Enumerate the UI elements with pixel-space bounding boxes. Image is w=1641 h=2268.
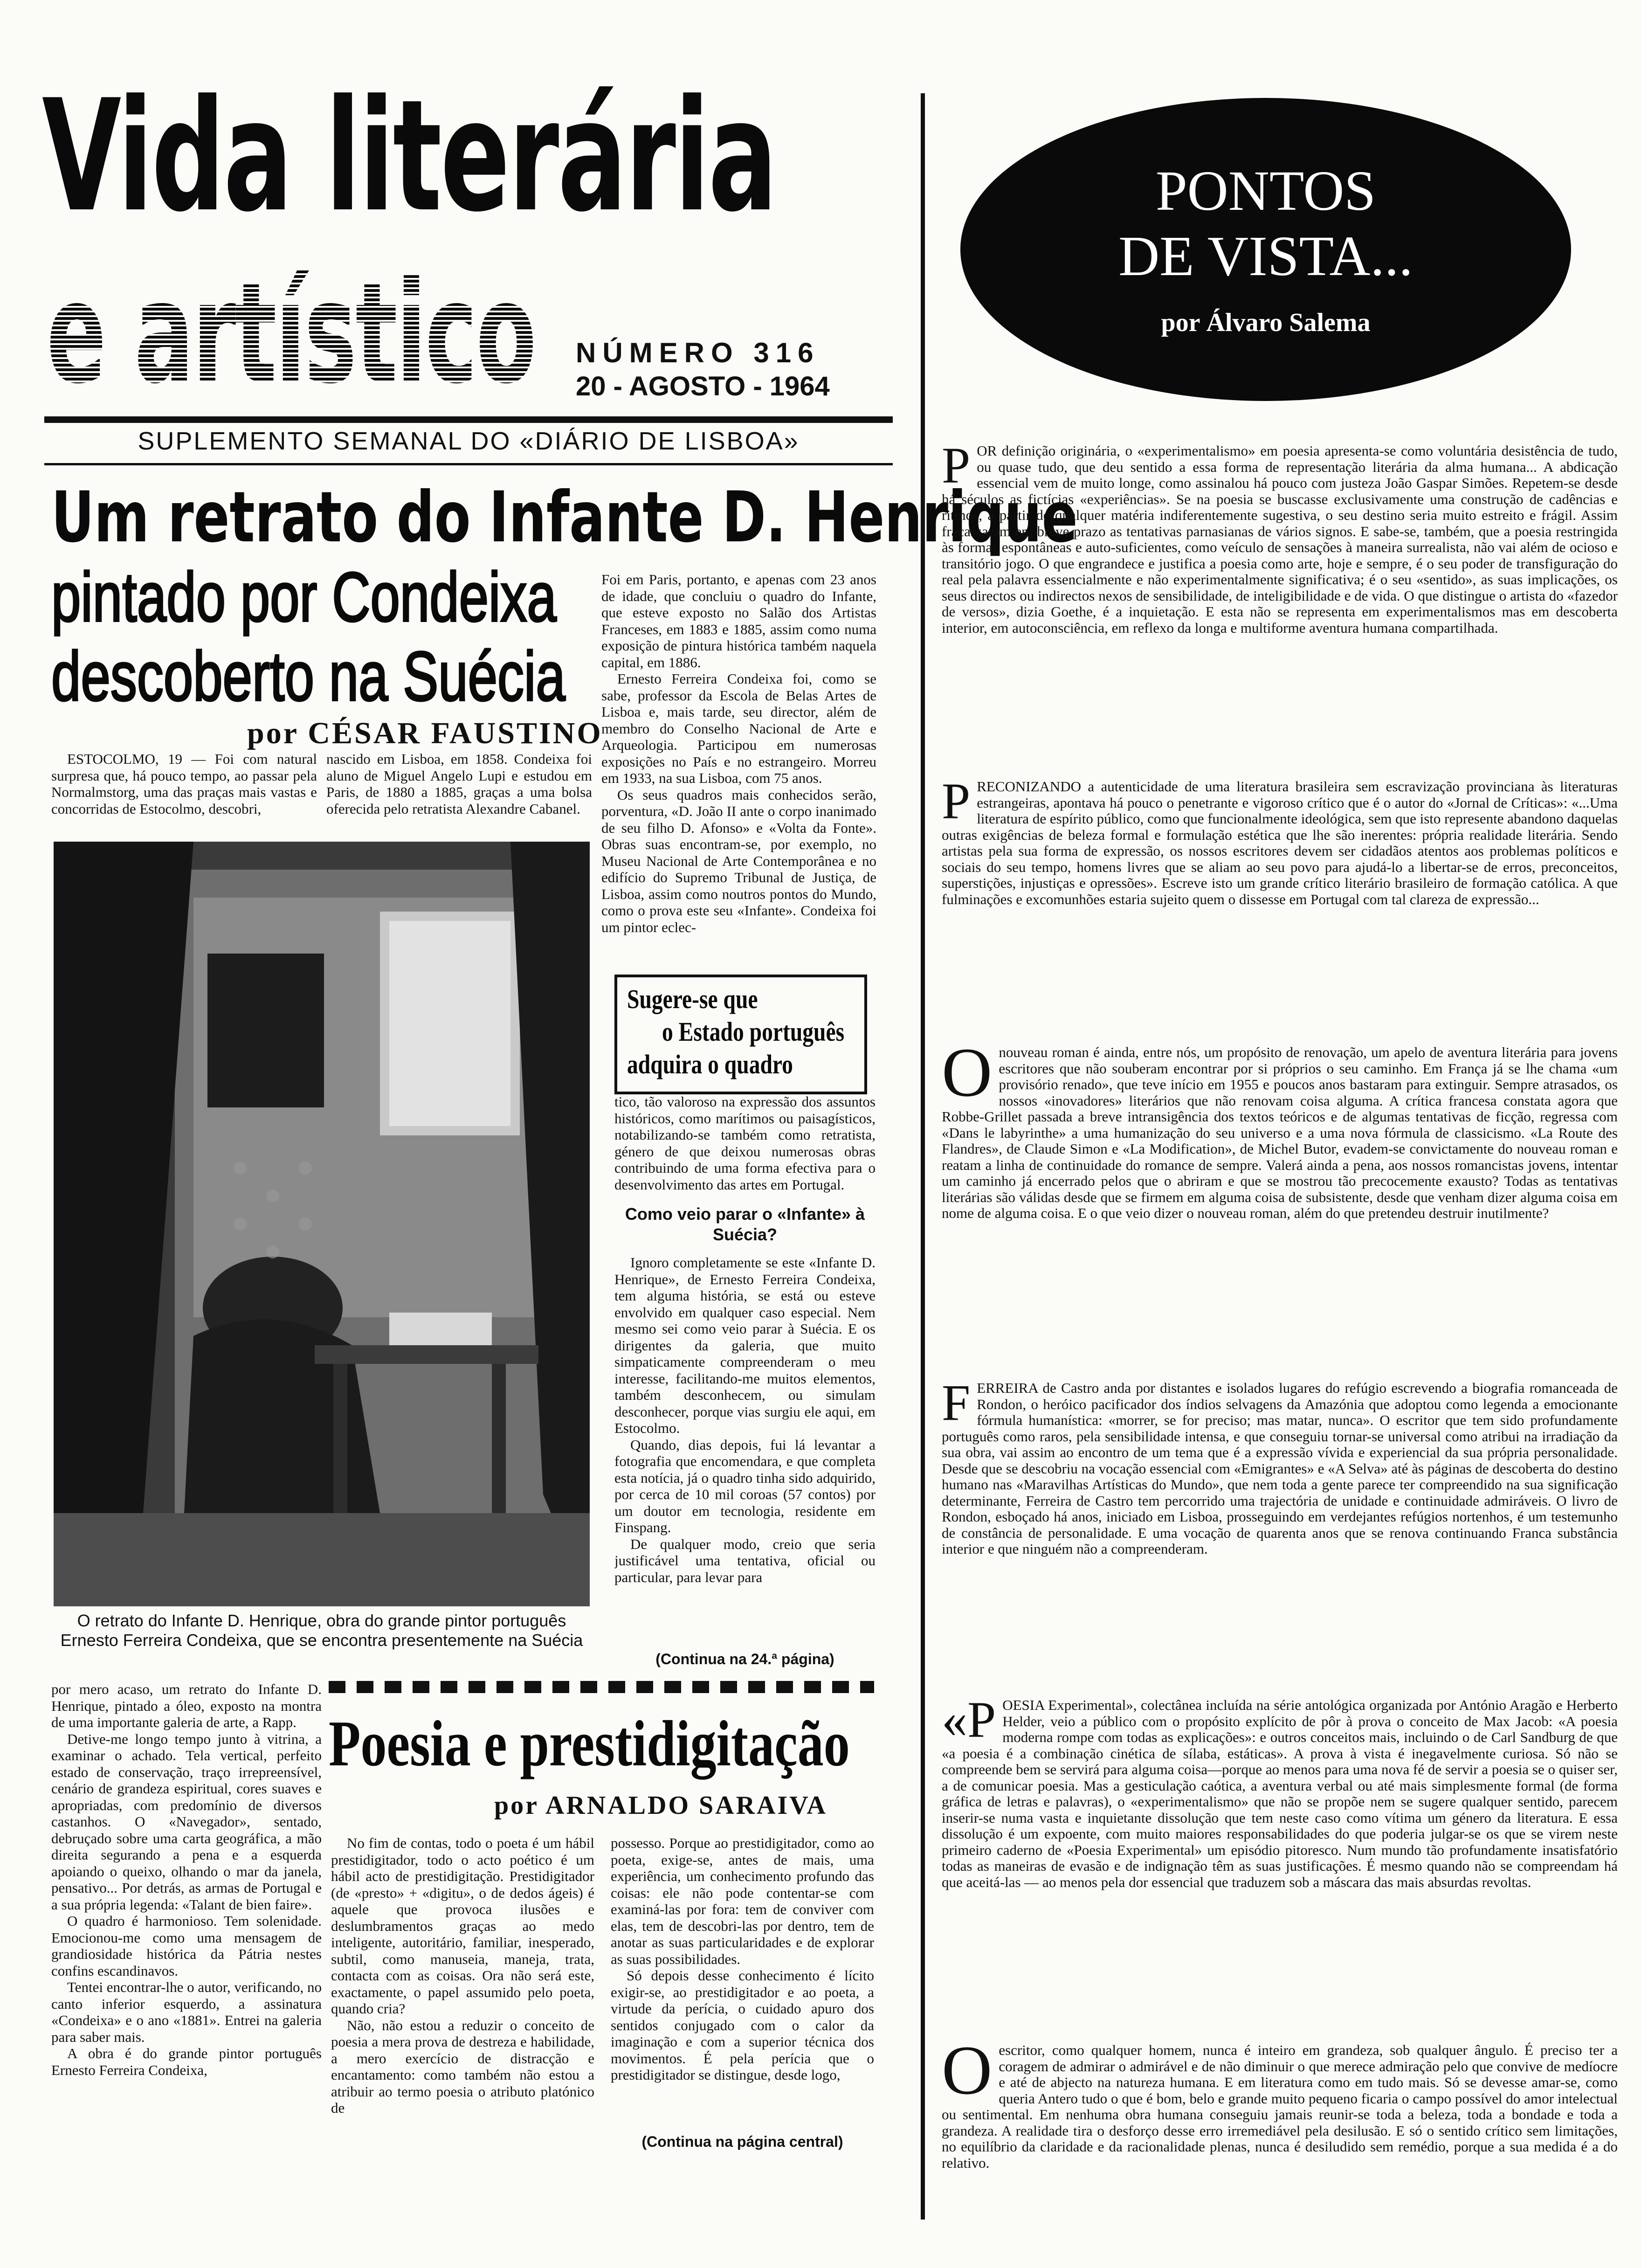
drop-cap-p3: O [942,1044,993,1111]
issue-date: 20 - AGOSTO - 1964 [576,371,830,401]
article1-callout-line2: o Estado português [662,1016,845,1047]
article2-dashed-rule [329,1681,874,1693]
right-paragraph-5: «P OESIA Experimental», colectânea incluída na série antológica organizada por António Aragão e Herberto Helder, veio a público com o propósito explícito de pôr à prova o conceito de Max Jacob: «A poesia moderna rompe com todas as explicações»: e outros conceitos mais, incluindo o de Carl Sandburg de que «a poesia é a combinação cinética de sílaba, estáticas». A prova à vista é inegavelmente curiosa. Só não se compreende bem se servirá para alguma coisa—porque ao menos para uma nova fé de servir a poesia se o quiser ser, a de comunicar poesia. Mas a gesticulação caótica, a aventura verbal ou até mais simplesmente formal (de forma gráfica de letras e palavras), o «experimentalismo» que não se propõe nem se sugere qualquer sentido, parecem inserir-se numa vasta e inquietante dissolução que tem neste caso como vítima um género da literatura. E essa dissolução é um expoente, com muito maiores responsabilidades do que poderia julgar-se os que se virem neste primeiro caderno de «Poesia Experimental» um episódio pitoresco. Num mundo tão profundamente insatisfatório todas as maneiras de evasão e de indignação têm as suas justificações. É mesmo quando não se compreendam há que aceitá-las — ao menos pela dor essencial que traduzem sob a máscara das mais absurdas revoltas. [942,1697,1618,1890]
article2-headline: Poesia e prestidigitação [329,1708,850,1780]
article1-column-b: tico, tão valoroso na expressão dos assuntos históricos, como marítimos ou paisagísticos, notabilizando-se também como retratista, género de que deixou numerosas obras contribuindo de uma forma efectiva para o desenvolvimento das artes em Portugal. Como veio parar o «Infante» à Suécia? Ignoro completamente se este «Infante D. Henrique», de Ernesto Ferreira Condeixa, tem alguma história, se está ou esteve envolvido em qualquer caso especial. Nem mesmo sei como veio parar à Suécia. E os dirigentes da galeria, que muito simpaticamente compreenderam o meu interesse, facilitando-me muitos elementos, também desconhecem, ou simulam desconhecer, porque vias surgiu ele aqui, em Estocolmo. Quando, dias depois, fui lá levantar a fotografia que encomendara, e que completa esta notícia, já o quadro tinha sido adquirido, por cerca de 10 mil coroas (57 contos) por um doutor em tecnologia, residente em Finspang. De qualquer modo, creio que seria justificável uma tentativa, oficial ou particular, para levar para [614,1093,876,1585]
pontos-byline: por Álvaro Salema [1161,308,1371,337]
article1-lower-column: por mero acaso, um retrato do Infante D. Henrique, pintado a óleo, exposto na montra de uma importante galeria de arte, a Rapp. Detive-me longo tempo junto à vitrina, a examinar o achado. Tela vertical, perfeito estado de conservação, traço irrepreensível, cenário de grandeza espiritual, cores suaves e apropriadas, com predomínio de diversos castanhos. O «Navegador», sentado, debruçado sobre uma carta geográfica, a mão direita segurando a pena e a esquerda apoiando o queixo, olhando o mar da janela, pensativo... Por detrás, as armas de Portugal e a sua própria legenda: «Talant de bien faire». O quadro é harmonioso. Tem solenidade. Emocionou-me como uma mensagem de grandiosidade histórica da Pátria nestes confins escandinavos. Tentei encontrar-lhe o autor, verificando, no canto inferior esquerdo, a assinatura «Condeixa» e o ano «1881». Entrei na galeria para saber mais. A obra é do grande pintor português Ernesto Ferreira Condeixa, [51,1681,322,2078]
article1-headline-2: pintado por Condeixa [51,558,557,636]
drop-cap-p4: F [942,1380,971,1431]
masthead-rule-bottom [44,463,893,465]
issue-number: NÚMERO 316 [576,337,820,368]
right-paragraph-4: F ERREIRA de Castro anda por distantes e isolados lugares do refúgio escrevendo a biografia romanceada de Rondon, o heróico pacificador dos índios selvagens da Amazónia que adoptou como legenda a emocionante fórmula humanística: «morrer, se for preciso; mas matar, nunca». O escritor que tem sido profundamente português como raros, pela sensibilidade intensa, e que conseguiu tornar-se universal como atribui na irradiação da sua obra, vai assim ao encontro de um tema que é a expressão vívida e experiencial da sua própria personalidade. Desde que se descobriu na vocação essencial com «Emigrantes» e «A Selva» até às páginas de descoberta do destino humano nas «Maravilhas Artísticas do Mundo», que nem toda a gente parece ter compreendido na sua significação determinante, Ferreira de Castro tem percorrido uma trajectória de unidade e continuidade admiráveis. O livro de Rondon, esboçado há anos, iniciado em Lisboa, prosseguindo em verdejantes refúgios nortenhos, é um testemunho de constância de personalidade. E uma vocação de quarenta anos que se renova continuando Franca substância interior e que ninguém não a compreenderam. [942,1380,1618,1557]
masthead-title-line2: e artístico [47,252,536,415]
article1-headline-3: descoberto na Suécia [51,637,565,715]
article1-callout-line1: Sugere-se que [627,984,758,1014]
supplement-line: SUPLEMENTO SEMANAL DO «DIÁRIO DE LISBOA» [138,427,800,455]
article2-byline: por ARNALDO SARAIVA [494,1791,827,1820]
right-paragraph-3: O nouveau roman é ainda, entre nós, um propósito de renovação, um apelo de aventura literária para jovens escritores que não souberam encontrar por si próprios o seu caminho. Em França já se lhe chama «um provisório renado», que teve início em 1955 e poucos anos bastaram para extinguir. Sempre atrasados, os nossos «inovadores» literários que não renovam coisa alguma. A crítica francesa constata agora que Robbe-Grillet passada a breve intransigência dos textos teóricos e de algumas tentativas de ficção, regressa com «Dans le labyrinthe» a uma humanização do seu universo e a uma nova fórmula de classicismo. «La Route des Flandres», de Claude Simon e «La Modification», de Michel Butor, evadem-se convictamente do nouveau roman e reatam a linha de continuidade do romance de sempre. Valerá ainda a pena, aos nossos romancistas jovens, intentar um caminho já encerrado pelos que o abriram e que se mostrou tão precocemente exausto? Todas as tentativas literárias são válidas desde que se firmem em alguma coisa de subsistente, desde que venham dizer alguma coisa em nome de alguma coisa. E o que veio dizer o nouveau roman, além do que pretendeu destruir inutilmente? [942,1044,1618,1221]
drop-cap-p6: O [942,2042,993,2109]
article1-continued: (Continua na 24.ª página) [655,1651,834,1667]
article1-column-a: Foi em Paris, portanto, e apenas com 23 anos de idade, que concluiu o quadro do Infante, que esteve exposto no Salão dos Artistas Franceses, em 1883 e 1885, assim como numa exposição de pintura histórica também naquela capital, em 1886. Ernesto Ferreira Condeixa foi, como se sabe, professor da Escola de Belas Artes de Lisboa e, mais tarde, seu director, além de membro do Conselho Nacional de Arte e Arqueologia. Participou em numerosas exposições no País e no estrangeiro. Morreu em 1933, na sua Lisboa, com 75 anos. Os seus quadros mais conhecidos serão, porventura, «D. João II ante o corpo inanimado de seu filho D. Afonso» e «Volta da Fonte». Obras suas encontram-se, por exemplo, no Museu Nacional de Arte Contemporânea e no edifício do Supremo Tribunal de Justiça, de Lisboa, assim como noutros pontos do Mundo, como o prova este seu «Infante». Condeixa foi um pintor eclec- [601,571,876,935]
article1-byline: por CÉSAR FAUSTINO [247,716,603,750]
pontos-title-2: DE VISTA... [1118,225,1413,288]
article2-column-2: possesso. Porque ao prestidigitador, como ao poeta, exige-se, antes de mais, uma experiência, um conhecimento profundo das coisas: ele não pode contentar-se com examiná-las por fora: tem de conviver com elas, tem de descobri-las por dentro, tem de anotar as suas particularidades e de explorar as suas possibilidades. Só depois desse conhecimento é lícito exigir-se, ao prestidigitador e ao poeta, a virtude da perícia, o cuidado apuro dos sentidos conjugado com o calor da imaginação e com a superior técnica dos movimentos. É pela perícia que o prestidigitador se distingue, desde logo, [611,1835,874,2083]
article1-subhead: Como veio parar o «Infante» à Suécia? [625,1204,865,1244]
infante-portrait-photo [54,842,590,1606]
article2-column-1: No fim de contas, todo o poeta é um hábil prestidigitador, todo o acto poético é um hábil acto de prestidigitação. Prestidigitador (de «presto» + «digitu», o de dedos ágeis) é aquele que provoca ilusões e deslumbramentos graças ao medo inteligente, autoritário, familiar, inesperado, subtil, como manuseia, maneja, trata, contacta com as coisas. Ora não será este, exactamente, o papel assumido pelo poeta, quando cria? Não, não estou a reduzir o conceito de poesia a mera prova de destreza e habilidade, a mero exercício de distracção e encantamento: como também não estou a atribuir ao termo poesia o atributo platónico de [331,1835,594,2116]
right-paragraph-6: O escritor, como qualquer homem, nunca é inteiro em grandeza, sob qualquer ângulo. É preciso ter a coragem de admirar o admirável e de não diminuir o que merece admiração pelo que convive de medíocre e até de abjecto na natureza humana. E em literatura como em tudo mais. Só se devesse amar-se, como queria Antero tudo o que é bom, belo e grande muito pequeno ficaria o campo possível do amor intelectual ou sentimental. Em nenhuma obra humana conseguiu jamais reunir-se toda a beleza, toda a bondade e toda a grandeza. A realidade tira o desforço desse erro irremediável pela desilusão. E só o sentido crítico sem limitações, no equilíbrio da claridade e da racionalidade plenas, nunca é desiludido sem remédio, porque a sua medida é a do relativo. [942,2042,1618,2171]
column-divider [921,93,925,2220]
article2-continued: (Continua na página central) [641,2133,843,2150]
masthead-title-line1: Vida literária [42,67,776,246]
masthead-rule-top [44,416,893,423]
drop-cap-p2: P [942,779,971,830]
pontos-title-1: PONTOS [1155,159,1376,222]
drop-cap-p5: «P [942,1697,996,1748]
photo-caption: O retrato do Infante D. Henrique, obra do grande pintor português Ernesto Ferreira Condeixa, que se encontra presentemente na Suécia [60,1611,583,1650]
article1-callout-line3: adquira o quadro [627,1049,793,1079]
drop-cap-p1: P [942,443,971,494]
article1-headline-1: Um retrato do Infante D. Henrique [51,477,1078,558]
article1-lead-right: nascido em Lisboa, em 1858. Condeixa foi aluno de Miguel Angelo Lupi e estudou em Paris, de 1880 a 1885, graças a uma bolsa oferecida pelo retratista Alexandre Cabanel. [326,751,592,817]
right-paragraph-2: P RECONIZANDO a autenticidade de uma literatura brasileira sem escravização provinciana às literaturas estrangeiras, apontava há pouco o penetrante e vigoroso crítico que é o autor do «Jornal de Críticas»: «...Uma literatura de espírito público, como que funcionalmente ideológica, sem que isto represente abandono daquelas outras exigências de beleza formal e formulação estética que lhe são inerentes: própria realidade literária. Sendo artistas pela sua forma de expressão, os nossos escritores devem ser cidadãos atentos aos problemas políticos e sociais do seu tempo, homens livres que se aliam ao seu povo para ajudá-lo a libertar-se de erros, preconceitos, superstições, injustiças e opressões». Escreve isto um grande crítico literário brasileiro de formação católica. A que fulminações e excomunhões estaria sujeito quem o dissesse em Portugal com tal clareza de expressão... [942,779,1618,907]
article1-lead-left: ESTOCOLMO, 19 — Foi com natural surpresa que, há pouco tempo, ao passar pela Normalmstorg, uma das praças mais vastas e concorridas de Estocolmo, descobri, [51,751,317,817]
right-paragraph-1: P OR definição originária, o «experimentalismo» em poesia apresenta-se como voluntária desistência de tudo, ou quase tudo, que deu sentido a essa forma de representação literária da alma humana... A abdicação essencial vem de muito longe, como assinalou há pouco com justeza João Gaspar Simões. Repetem-se desde há séculos as fictícias «experiências». Se na poesia se buscasse exclusivamente uma construção de cadências e ritmos, a partir de qualquer matéria indiferentemente sugestiva, o seu destino seria muito estreito e frágil. Assim fracassaram em breve prazo as tentativas parnasianas de vários signos. E sabe-se, também, que a poesia restringida às formas espontâneas e auto-suficientes, como veículo de sensações à maneira surrealista, não vai além de ocioso e transitório jogo. O que engrandece e justifica a poesia como arte, hoje e sempre, é o seu poder de transfiguração do real pela palavra essencialmente e não experimentalmente significativa; é o seu «sentido», as suas implicações, os seus directos ou indirectos nexos de sensibilidade, de inteligibilidade e de vida. O que distingue o artista do «fazedor de versos», dizia Goethe, é a inquietação. E esta não se representa em experimentalismos mas em descoberta interior, em autoconsciência, em reflexo da longa e multiforme aventura humana compartilhada. [942,443,1618,636]
